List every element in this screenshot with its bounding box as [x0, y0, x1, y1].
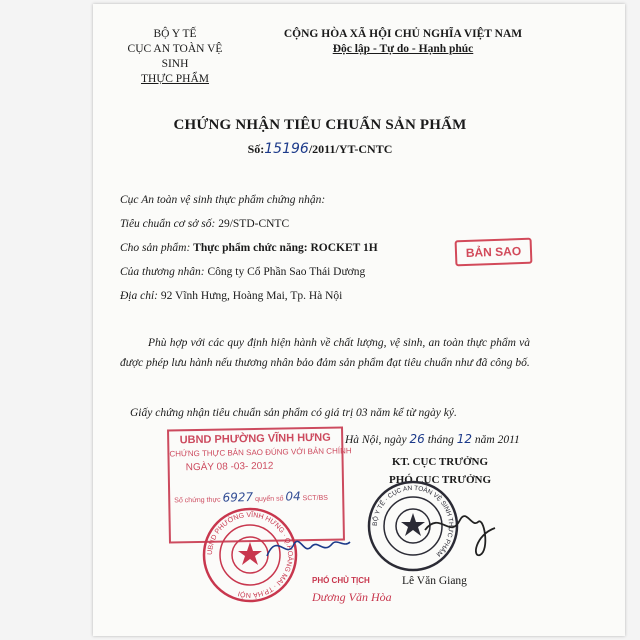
conformity-paragraph: Phù hợp với các quy định hiện hành về chất lượng, vệ sinh, an toàn thực phẩm và được phép lưu hành nếu thương nhân bảo đảm sản phẩm đạt tiêu chuẩn như đã công bố. [120, 337, 530, 369]
cert-stamp-number [174, 488, 342, 505]
deputy-signature [262, 526, 352, 566]
field-value: Công ty Cổ Phần Sao Thái Dương [207, 266, 366, 278]
number-suffix: /2011/YT-CNTC [308, 142, 393, 156]
intro-line [120, 194, 325, 206]
year-label: năm 2011 [474, 434, 520, 446]
cert-book-suffix: SCT/BS [302, 494, 329, 503]
signer-name: Lê Văn Giang [402, 575, 467, 587]
place-label: Hà Nội, ngày [345, 434, 407, 446]
number-handwritten: 15196 [264, 141, 309, 157]
ward-seal-text: UBND PHƯỜNG VĨNH HƯNG · Q.HOÀNG MAI · TP.HÀ NỘI [206, 511, 294, 599]
cert-date-label: NGÀY [185, 461, 214, 474]
field-value: 92 Vĩnh Hưng, Hoàng Mai, Tp. Hà Nội [160, 290, 343, 302]
cert-book-label: quyển số [254, 495, 284, 504]
number-prefix: Số: [247, 142, 265, 156]
cert-date-value: 08 -03- 2012 [216, 460, 274, 473]
field-value: Thực phẩm chức năng: ROCKET 1H [193, 242, 378, 254]
copy-stamp: BẢN SAO [455, 238, 533, 267]
issuer-line-3: THỰC PHẨM [140, 73, 210, 85]
cert-book-value: 04 [285, 489, 301, 504]
field-address [120, 290, 342, 302]
issuer-line-1: BỘ Y TẾ [153, 28, 197, 40]
document-number [100, 141, 540, 157]
deputy-title: PHÓ CHỦ TỊCH [312, 576, 370, 585]
signer-signature [420, 500, 500, 560]
field-standard [120, 218, 289, 230]
national-title: CỘNG HÒA XÃ HỘI CHỦ NGHĨA VIỆT NAM [283, 28, 523, 40]
day-handwritten: 26 [409, 432, 425, 446]
deputy-name: Dương Văn Hòa [312, 590, 392, 604]
cert-stamp-statement: CHỨNG THỰC BẢN SAO ĐÚNG VỚI BẢN CHÍNH [169, 446, 352, 459]
field-label: Địa chỉ: [120, 290, 159, 302]
cert-stamp-date [186, 460, 342, 474]
cert-number-value: 6927 [222, 490, 254, 505]
month-handwritten: 12 [456, 432, 473, 446]
national-motto: Độc lập - Tự do - Hạnh phúc [332, 43, 474, 55]
cert-number-label: Số chứng thực [174, 496, 221, 505]
issuer-header [120, 27, 230, 87]
signer-title-2: PHÓ CỤC TRƯỞNG [388, 474, 492, 486]
field-label: Tiêu chuẩn cơ sở số: [120, 218, 216, 230]
national-header [283, 27, 523, 57]
field-trader [120, 266, 365, 278]
signer-title-1: KT. CỤC TRƯỞNG [391, 456, 489, 468]
field-value: 29/STD-CNTC [218, 218, 290, 230]
field-label: Của thương nhân: [120, 266, 205, 278]
validity-paragraph: Giấy chứng nhận tiêu chuẩn sản phẩm có giá trị 03 năm kể từ ngày ký. [130, 407, 457, 419]
field-label: Cho sản phẩm: [120, 242, 191, 254]
ministry-seal-text: BỘ Y TẾ · CỤC AN TOÀN VỆ SINH THỰC PHẨM [371, 484, 455, 558]
month-label: tháng [427, 434, 454, 446]
field-product [120, 242, 378, 254]
cert-stamp-authority: UBND PHƯỜNG VĨNH HƯNG [179, 431, 331, 447]
intro-text: Cục An toàn vệ sinh thực phẩm chứng nhận: [120, 194, 326, 206]
document-title: CHỨNG NHẬN TIÊU CHUẨN SẢN PHẨM [173, 117, 467, 133]
place-date [345, 432, 520, 446]
issuer-line-2: CỤC AN TOÀN VỆ SINH [127, 43, 223, 70]
